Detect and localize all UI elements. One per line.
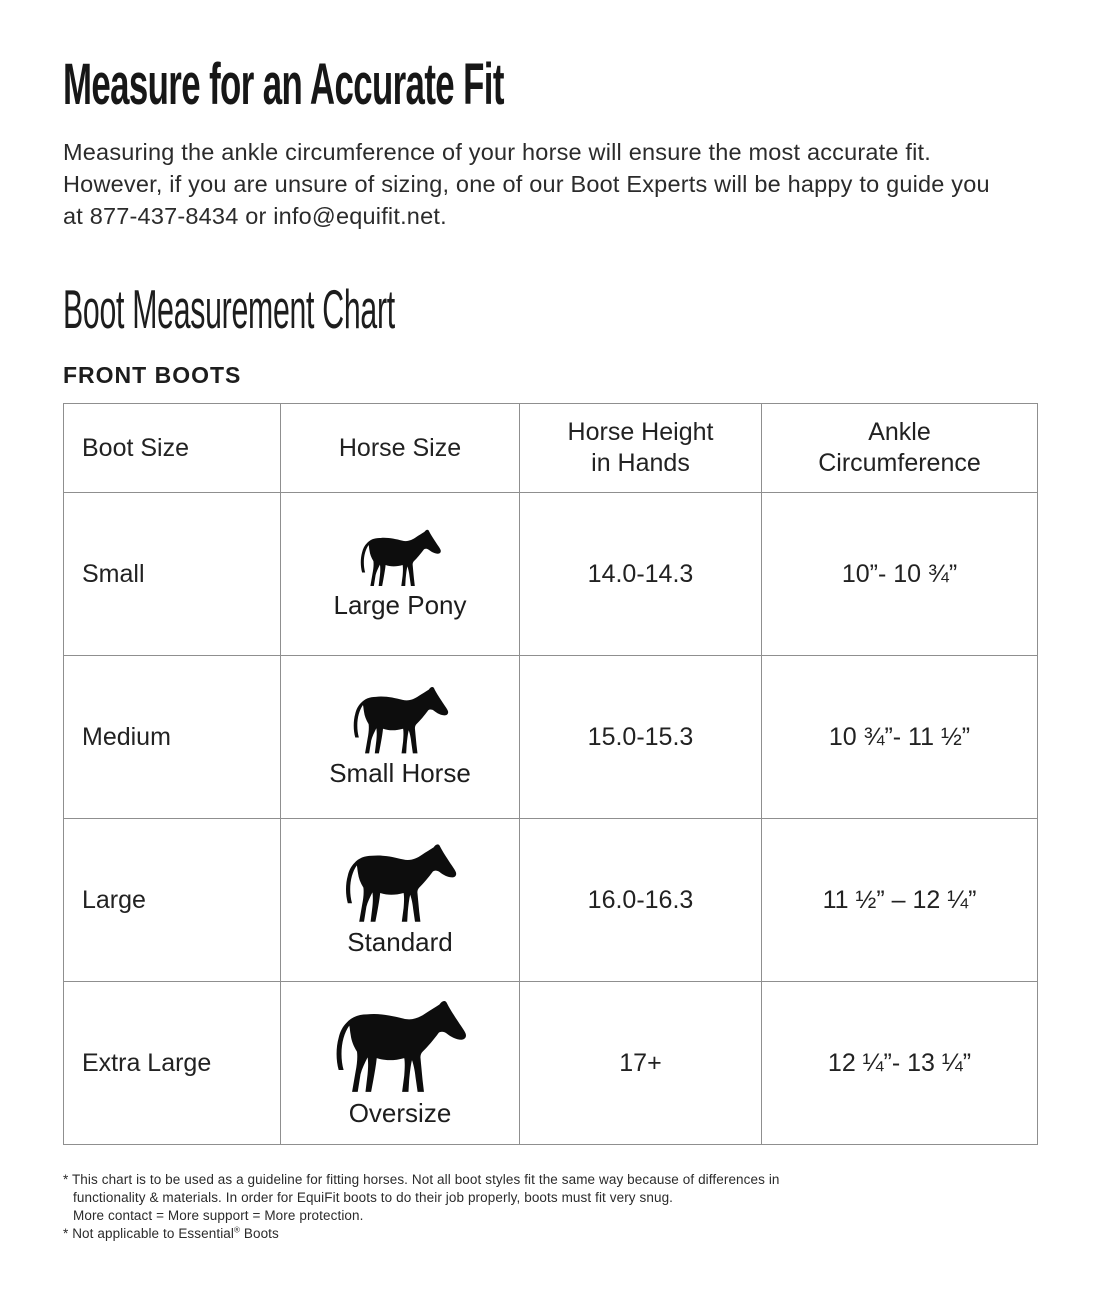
boot-size-cell: Large [64, 819, 281, 982]
boot-size-cell: Extra Large [64, 982, 281, 1145]
chart-title: Boot Measurement Chart [63, 278, 395, 340]
horse-size-cell [281, 982, 520, 1145]
horse-silhouette-icon [337, 842, 463, 926]
table-row [64, 493, 1038, 656]
horse-height-cell: 17+ [520, 982, 762, 1145]
ankle-circumference-cell: 12 ¼”- 13 ¼” [762, 982, 1038, 1145]
horse-size-cell [281, 819, 520, 982]
footnotes [63, 1171, 1037, 1243]
table-row [64, 656, 1038, 819]
horse-size-label: Oversize [348, 1097, 452, 1128]
column-header-ankle-circumference: Ankle Circumference [762, 404, 1038, 493]
horse-size-label: Large Pony [333, 589, 467, 620]
horse-size-label: Standard [347, 927, 453, 958]
horse-figure [334, 528, 467, 621]
horse-size-cell [281, 493, 520, 656]
horse-size-label: Small Horse [329, 758, 471, 789]
horse-silhouette-icon [326, 998, 474, 1097]
horse-height-cell: 16.0-16.3 [520, 819, 762, 982]
column-header-horse-height-in-hands: Horse Height in Hands [520, 404, 762, 493]
boot-measurement-table [63, 403, 1038, 1145]
intro-paragraph: Measuring the ankle circumference of your horse will ensure the most accurate fit. However, if you are unsure of sizing, one of our Boot Experts will be happy to guide you at 877-437-8434 or info@equifit.net. [63, 139, 997, 229]
footnote-line: functionality & materials. In order for EquiFit boots to do their job properly, boots must fit very snug. [73, 1190, 674, 1205]
horse-figure [329, 685, 471, 789]
horse-silhouette-icon [346, 685, 454, 757]
page-title: Measure for an Accurate Fit [63, 52, 504, 117]
horse-figure [337, 842, 463, 958]
boot-size-cell: Medium [64, 656, 281, 819]
horse-size-cell [281, 656, 520, 819]
horse-height-cell: 15.0-15.3 [520, 656, 762, 819]
footnote-line: * This chart is to be used as a guideline for fitting horses. Not all boot styles fit the same way because of differences in [63, 1172, 780, 1187]
horse-silhouette-icon [354, 528, 446, 589]
ankle-circumference-cell: 10 ¾”- 11 ½” [762, 656, 1038, 819]
footnote-line: More contact = More support = More protection. [73, 1208, 364, 1223]
table-header-row [64, 404, 1038, 493]
table-row [64, 982, 1038, 1145]
horse-height-cell: 14.0-14.3 [520, 493, 762, 656]
column-header-horse-size: Horse Size [281, 404, 520, 493]
horse-figure [326, 998, 474, 1129]
ankle-circumference-cell: 11 ½” – 12 ¼” [762, 819, 1038, 982]
column-header-boot-size: Boot Size [64, 404, 281, 493]
table-row [64, 819, 1038, 982]
ankle-circumference-cell: 10”- 10 ¾” [762, 493, 1038, 656]
boot-size-cell: Small [64, 493, 281, 656]
section-label-front-boots: FRONT BOOTS [63, 362, 242, 388]
footnote-line: * Not applicable to Essential® Boots [63, 1225, 279, 1241]
